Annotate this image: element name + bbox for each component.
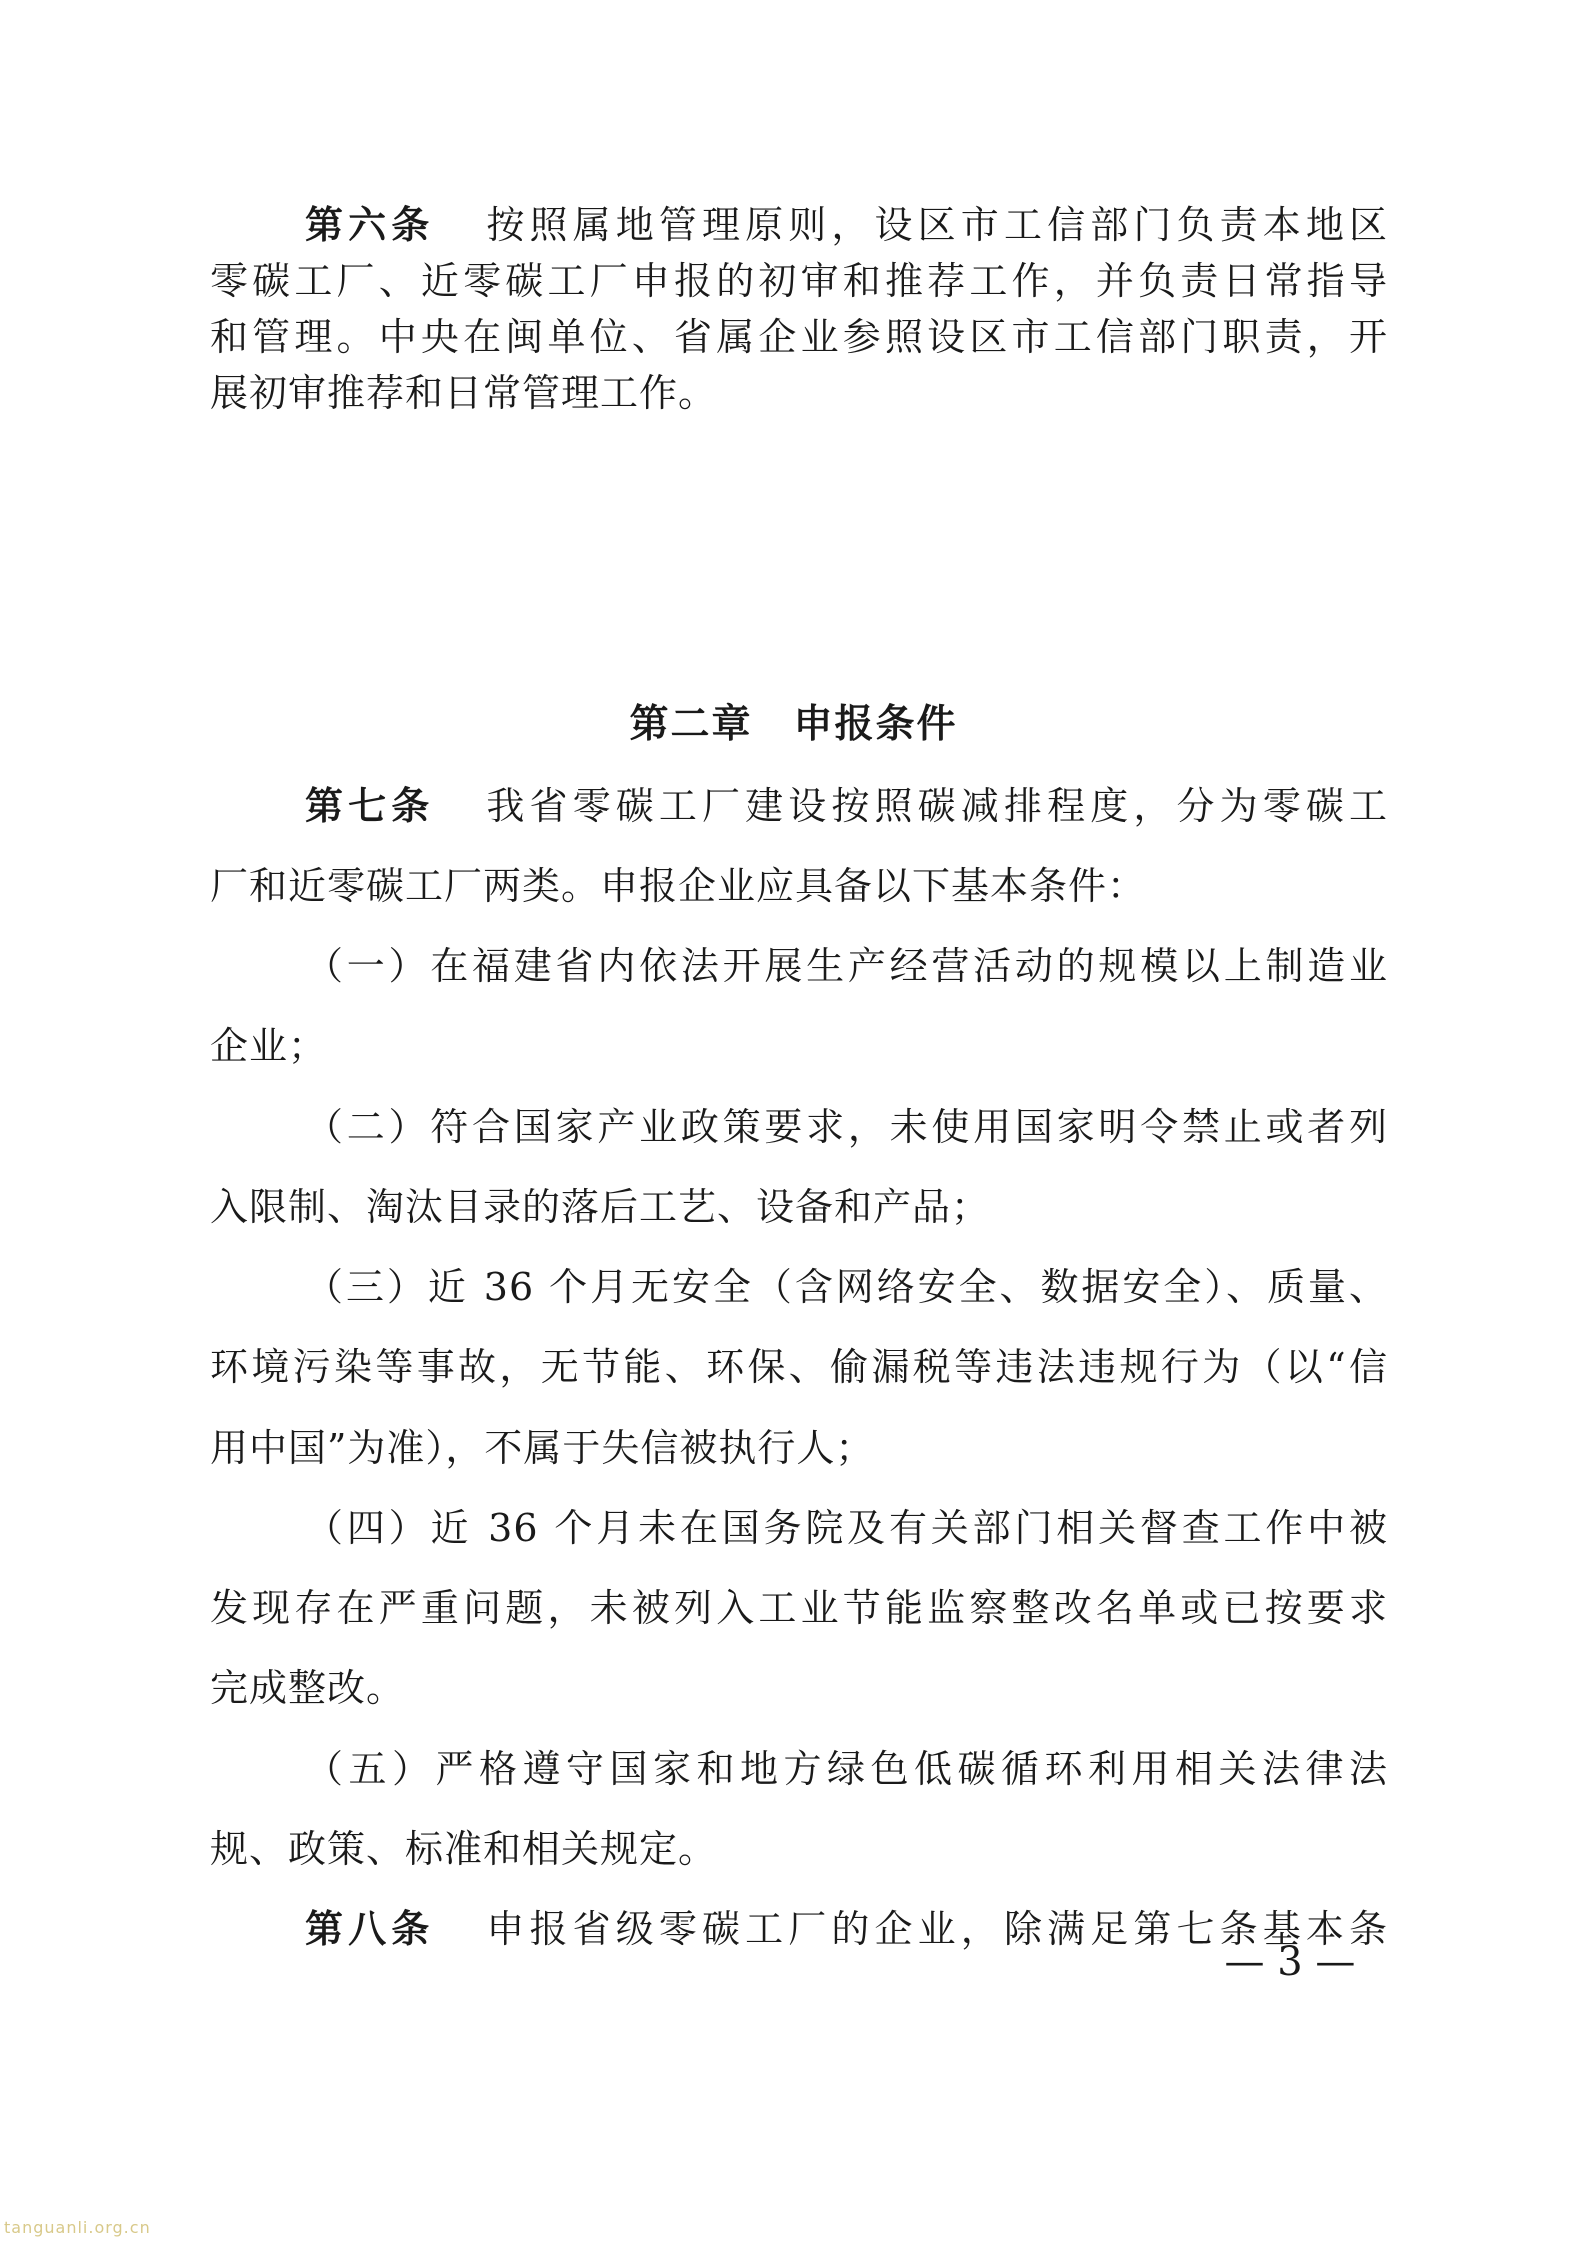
item-1-line-2: 企业； (210, 1024, 328, 1068)
article-7-line-2: 厂和近零碳工厂两类。申报企业应具备以下基本条件： (210, 864, 1147, 908)
article-6-label: 第六条 (305, 203, 435, 247)
item-5-line-2: 规、政策、标准和相关规定。 (210, 1827, 718, 1871)
article-6-line-2: 零碳工厂、近零碳工厂申报的初审和推荐工作，并负责日常指导 (210, 259, 1388, 303)
item-1-line-1: （一）在福建省内依法开展生产经营活动的规模以上制造业 (305, 944, 1388, 988)
item-2-line-2: 入限制、淘汰目录的落后工艺、设备和产品； (210, 1185, 991, 1229)
item-4-line-3: 完成整改。 (210, 1666, 406, 1710)
item-4-line-1: （四）近 36 个月未在国务院及有关部门相关督查工作中被 (305, 1506, 1388, 1550)
item-3-line-2: 环境污染等事故，无节能、环保、偷漏税等违法违规行为（以“信 (210, 1345, 1388, 1389)
article-6-line-3: 和管理。中央在闽单位、省属企业参照设区市工信部门职责，开 (210, 315, 1388, 359)
article-6-line-4: 展初审推荐和日常管理工作。 (210, 371, 718, 415)
watermark-text: tanguanli.org.cn (4, 2218, 151, 2237)
article-7-line-1 (305, 766, 1388, 846)
article-8-text: 申报省级零碳工厂的企业，除满足第七条基本条 (486, 1907, 1388, 1951)
item-2-line-1: （二）符合国家产业政策要求，未使用国家明令禁止或者列 (305, 1105, 1388, 1149)
article-7-label: 第七条 (305, 784, 435, 828)
chapter-heading: 第二章 申报条件 (629, 702, 958, 747)
item-5-line-1: （五）严格遵守国家和地方绿色低碳循环利用相关法律法 (305, 1747, 1388, 1791)
item-3-line-1: （三）近 36 个月无安全（含网络安全、数据安全）、质量、 (305, 1265, 1388, 1309)
article-7-text: 我省零碳工厂建设按照碳减排程度，分为零碳工 (486, 784, 1388, 828)
item-3-line-3: 用中国”为准），不属于失信被执行人； (210, 1426, 875, 1470)
page-number: — 3 — (1224, 1939, 1356, 1985)
article-6-text: 按照属地管理原则，设区市工信部门负责本地区 (486, 203, 1388, 247)
item-4-line-2: 发现存在严重问题，未被列入工业节能监察整改名单或已按要求 (210, 1586, 1388, 1630)
article-8-label: 第八条 (305, 1907, 435, 1951)
